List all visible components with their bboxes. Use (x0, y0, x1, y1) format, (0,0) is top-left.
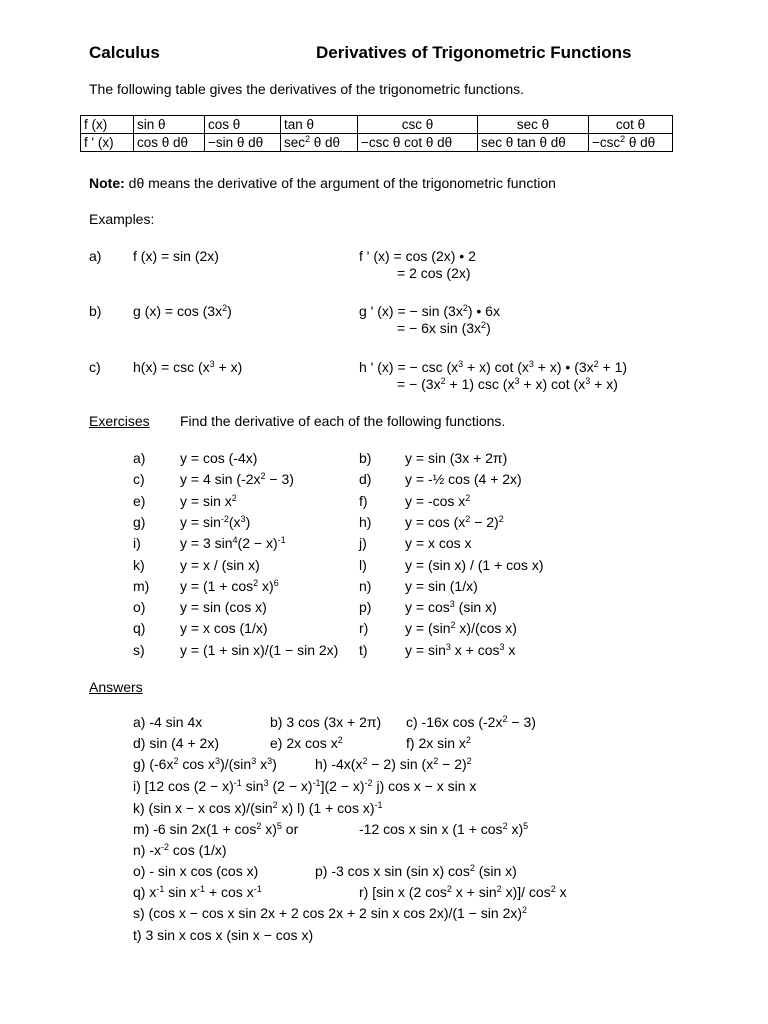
answer-item: d) sin (4 + 2x) (133, 735, 219, 751)
answer-item: o) - sin x cos (cos x) (133, 863, 259, 879)
table-cell: cot θ (589, 116, 673, 134)
table-cell: tan θ (281, 116, 358, 134)
table-cell: $-\csc^2$ θ dθ (589, 134, 673, 152)
exercise-function: y = -½ cos (4 + 2x) (405, 471, 522, 488)
course-title: Calculus (89, 43, 160, 62)
answer-item: p) -3 cos x sin (sin x) $\cos^2 (\sin$ x) (315, 863, 517, 879)
examples-heading: Examples: (89, 211, 155, 227)
example-derivative: g ' (x) = − $\sin (3x^2)$ • 6x (359, 303, 500, 319)
table-cell: −sin θ dθ (205, 134, 281, 152)
exercise-function: y = (sin x) / (1 + cos x) (405, 556, 544, 573)
example-function: $h(x) = \csc (x^3 + x)$ (133, 359, 243, 375)
table-cell: csc θ (358, 116, 478, 134)
answer-item: i) [12 $\cos (2 - x)^{-1}$ $\sin^3 (2 - x)^{-1}](2 - x)^{-2}$ j) cos x − x sin x (133, 778, 477, 794)
answer-item: a) -4 sin 4x (133, 714, 203, 730)
example-function: g $(x) = \cos (3x^2)$ (133, 303, 232, 319)
exercise-function: y = x cos x (405, 535, 472, 552)
answer-item: s) (cos x − cos x sin 2x + 2 cos 2x + 2 sin x $\cos 2x)/(1 - \sin 2x)^2$ (133, 905, 528, 921)
answers-heading: Answers (89, 679, 143, 695)
exercise-label: m) (133, 577, 150, 594)
table-cell: $\sec^2 \theta$ dθ (281, 134, 358, 152)
exercise-function: y = sin (1/x) (405, 577, 478, 594)
answer-item: c) -16x $\cos (-2x^2 - 3)$ (406, 714, 536, 730)
note (89, 175, 556, 192)
exercise-function: $y = \sin x^2$ (180, 492, 237, 509)
table-row-derivatives (81, 134, 673, 152)
answer-item: f) 2x $\sin x^2$ (406, 735, 471, 751)
exercise-function: y = x cos (1/x) (180, 620, 268, 637)
example-derivative: h ' (x) = − $\csc (x^3 + x)$ $\cot (x^3 + x)$ • $(3x^2 + 1)$ (359, 359, 628, 375)
exercise-function: $y = (\sin^2$ x)/(cos x) (405, 620, 517, 637)
exercise-label: d) (359, 471, 372, 488)
example-function: f (x) = sin (2x) (133, 248, 219, 264)
intro-text: The following table gives the derivatives of the trigonometric functions. (89, 81, 525, 97)
exercise-label: q) (133, 620, 146, 637)
exercise-function: y = -cos $x^2$ (405, 492, 471, 509)
exercise-function: $y = \sin^{-2}(x^3)$ (180, 513, 251, 530)
exercise-label: e) (133, 492, 146, 509)
example-label: b) (89, 303, 102, 319)
exercise-label: f) (359, 492, 368, 509)
exercise-function: y = (1 + sin x)/(1 − sin 2x) (180, 641, 339, 658)
exercise-label: a) (133, 450, 146, 466)
exercise-label: r) (359, 620, 369, 637)
table-cell: f ' (x) (81, 134, 134, 152)
answer-item: -12 cos x sin x $(1 + \cos^2 x)^5$ (359, 821, 529, 837)
derivatives-table (80, 115, 673, 152)
table-cell: f (x) (81, 116, 134, 134)
exercises-instruction: Find the derivative of each of the following functions. (180, 413, 506, 429)
exercise-function: $y = \cos (x^2 - 2)^2$ (405, 513, 504, 530)
answer-item: k) (sin x − x $\cos x)/(\sin^2$ x) l) $(1 + \cos x)^{-1}$ (133, 800, 383, 816)
example-derivative: f ' (x) = cos (2x) • 2 (359, 248, 476, 264)
exercise-label: o) (133, 599, 146, 616)
example-label: a) (89, 248, 102, 264)
exercise-function: $y = \cos^3 (\sin$ x) (405, 599, 497, 616)
answer-item: m) -6 $\sin 2x(1 + \cos^2 x)^5$ or (133, 821, 299, 837)
table-row-functions (81, 116, 673, 134)
example-simplified: = 2 cos (2x) (397, 265, 471, 281)
exercise-label: p) (359, 599, 372, 616)
exercise-label: j) (359, 535, 367, 552)
answer-item: e) 2x $\cos x^2$ (270, 735, 343, 751)
exercises-heading: Exercises (89, 413, 150, 429)
exercise-label: g) (133, 513, 146, 530)
answer-item: t) 3 sin x cos x (sin x − cos x) (133, 927, 314, 943)
page-title: Derivatives of Trigonometric Functions (316, 43, 632, 62)
exercise-label: n) (359, 577, 372, 594)
exercise-function: y = sin (cos x) (180, 599, 267, 616)
exercise-label: l) (359, 556, 367, 573)
example-simplified: = − $(3x^2 + 1)$ $\csc (x^3 + x)$ $\cot (x^3 + x)$ (397, 376, 618, 392)
exercise-label: i) (133, 535, 141, 552)
exercise-function: y = sin (3x + 2π) (405, 450, 508, 466)
exercise-label: b) (359, 450, 372, 466)
exercise-function: y = cos (-4x) (180, 450, 258, 466)
exercise-function: $y = \sin^3 x + \cos^3 x$ (405, 641, 516, 658)
answer-item: q) $x^{-1}$ $\sin x^{-1} + \cos x^{-1}$ (133, 884, 262, 900)
exercise-function: y = x / (sin x) (180, 556, 260, 573)
note-label: Note: (89, 175, 125, 191)
table-cell: sec θ (478, 116, 589, 134)
exercise-label: c) (133, 471, 145, 488)
answer-item: n) $-x^{-2}$ cos (1/x) (133, 842, 227, 858)
exercise-label: h) (359, 513, 372, 530)
answer-item: r) [sin x (2 $\cos^2 x + \sin^2 x)]/$ $\cos^2 x$ (359, 884, 567, 900)
exercise-function: $y = (1 + \cos^2 x)^6$ (180, 577, 279, 594)
table-cell: sin θ (134, 116, 205, 134)
example-label: c) (89, 359, 101, 375)
answer-item: b) 3 cos (3x + 2π) (270, 714, 382, 730)
answer-item: g) ($-6x^2$ $\cos x^3)/(\sin^3$ $x^3$) (133, 756, 277, 772)
example-simplified: = − 6x $\sin (3x^2)$ (397, 320, 491, 336)
exercise-function: y = 3 $\sin^4(2 - x)^{-1}$ (180, 535, 286, 552)
table-cell: −csc θ cot θ dθ (358, 134, 478, 152)
answer-item: h) $-4x(x^2 - 2)$ $\sin (x^2 - 2)^2$ (315, 756, 472, 772)
table-cell: sec θ tan θ dθ (478, 134, 589, 152)
exercise-function: y = 4 $\sin (-2x^2 - 3)$ (180, 471, 294, 488)
table-cell: cos θ dθ (134, 134, 205, 152)
table-cell: cos θ (205, 116, 281, 134)
exercise-label: s) (133, 641, 145, 658)
exercise-label: t) (359, 641, 368, 658)
exercise-label: k) (133, 556, 145, 573)
note-text: dθ means the derivative of the argument of the trigonometric function (124, 175, 556, 191)
